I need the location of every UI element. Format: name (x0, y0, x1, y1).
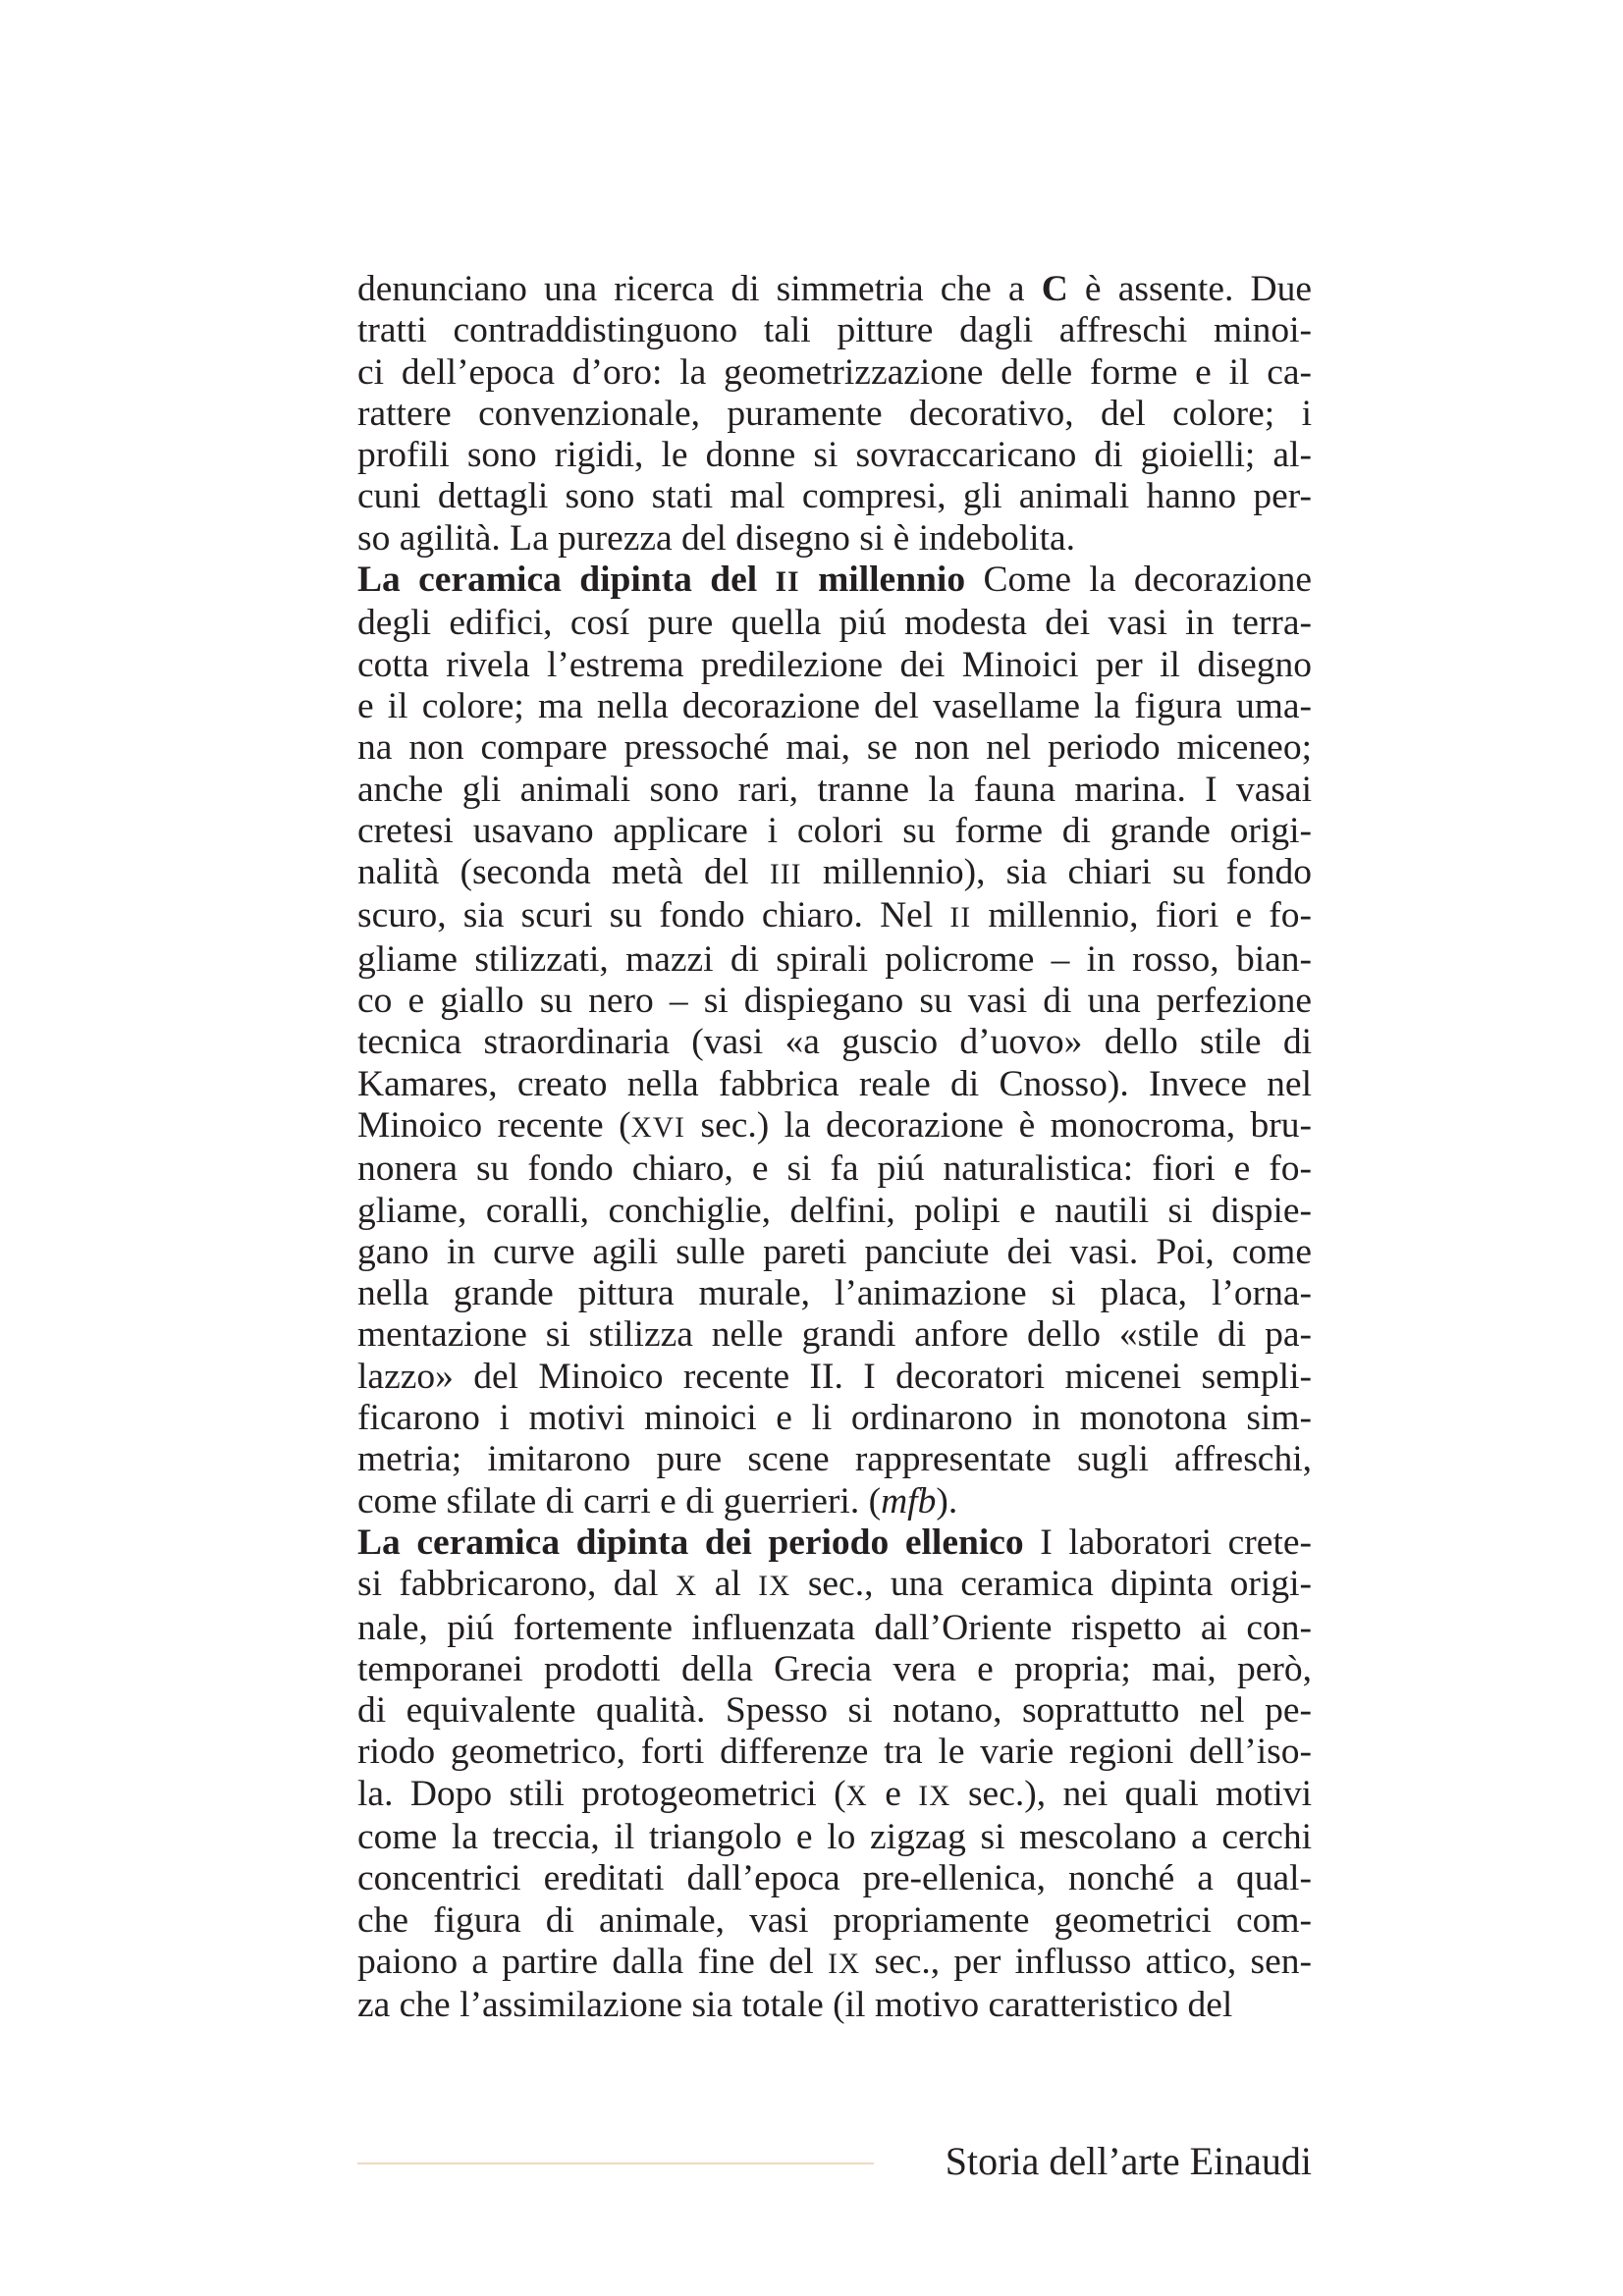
small-caps-numeral: X (676, 1571, 698, 1603)
text-line: ci dell’epoca d’oro: la geometrizzazione delle forme e il ca- (357, 351, 1312, 393)
text-line: come la treccia, il triangolo e lo zigzag si mescolano a cerchi (357, 1816, 1312, 1857)
text-line: La ceramica dipinta dei periodo ellenico I laboratori crete- (357, 1522, 1312, 1563)
paragraph-ceramica-ii-millennio (357, 560, 1312, 1522)
text-line: denunciano una ricerca di simmetria che a C è assente. Due (357, 269, 1312, 309)
text-line: riodo geometrico, forti differenze tra le varie regioni dell’iso- (357, 1732, 1312, 1773)
small-caps-numeral: II (775, 566, 800, 599)
text-line: co e giallo su nero – si dispiegano su vasi di una perfezione (357, 981, 1312, 1022)
text-line: mentazione si stilizza nelle grandi anfore dello «stile di pa- (357, 1314, 1312, 1356)
text-line: nonera su fondo chiaro, e si fa piú naturalistica: fiori e fo- (357, 1148, 1312, 1190)
text-line: cotta rivela l’estrema predilezione dei Minoici per il disegno (357, 644, 1312, 685)
paragraph (357, 269, 1312, 560)
text-line: nella grande pittura murale, l’animazione si placa, l’orna- (357, 1273, 1312, 1314)
text-line: Minoico recente (XVI sec.) la decorazione è monocroma, bru- (357, 1104, 1313, 1146)
text-line: di equivalente qualità. Spesso si notano, soprattutto nel pe- (357, 1690, 1312, 1732)
text-line: tecnica straordinaria (vasi «a guscio d’uovo» dello stile di (357, 1022, 1312, 1063)
text-line: concentrici ereditati dall’epoca pre-ellenica, nonché a qual- (357, 1858, 1312, 1899)
text-line: anche gli animali sono rari, tranne la fauna marina. I vasai (357, 769, 1312, 810)
small-caps-numeral: X (845, 1780, 868, 1812)
text-line: so agilità. La purezza del disegno si è indebolita. (357, 517, 1076, 559)
text-line: ficarono i motivi minoici e li ordinarono in monotona sim- (357, 1398, 1312, 1439)
small-caps-numeral: IX (758, 1571, 791, 1603)
text-line: come sfilate di carri e di guerrieri. (mfb). (357, 1480, 958, 1522)
text-line: na non compare pressoché mai, se non nel periodo miceneo; (357, 727, 1312, 769)
small-caps-numeral: XVI (630, 1111, 686, 1144)
paragraph-ceramica-periodo-ellenico (357, 1522, 1312, 2027)
text-line: gano in curve agili sulle pareti panciute dei vasi. Poi, come (357, 1231, 1312, 1272)
small-caps-numeral: III (769, 859, 802, 891)
footer-title: Storia dell’arte Einaudi (945, 2139, 1312, 2183)
text-line: rattere convenzionale, puramente decorativo, del colore; i (357, 393, 1312, 434)
text-line: nalità (seconda metà del III millennio), sia chiari su fondo (357, 852, 1313, 893)
text-line: gliame stilizzati, mazzi di spirali policrome – in rosso, bian- (357, 938, 1312, 980)
text-line: temporanei prodotti della Grecia vera e propria; mai, però, (357, 1648, 1312, 1689)
text-line: degli edifici, cosí pure quella piú modesta dei vasi in terra- (357, 603, 1312, 644)
text-line: la. Dopo stili protogeometrici (X e IX sec.), nei quali motivi (357, 1773, 1312, 1814)
text-line: lazzo» del Minoico recente II. I decoratori micenei sempli- (357, 1356, 1312, 1397)
text-line: e il colore; ma nella decorazione del vasellame la figura uma- (357, 685, 1312, 726)
small-caps-numeral: IX (918, 1780, 951, 1812)
text-line: che figura di animale, vasi propriamente geometrici com- (357, 1899, 1312, 1941)
text-line: za che l’assimilazione sia totale (il motivo caratteristico del (357, 1985, 1233, 2026)
text-line: profili sono rigidi, le donne si sovraccaricano di gioielli; al- (357, 435, 1312, 476)
body-text (357, 269, 1312, 2026)
text-line: tratti contraddistinguono tali pitture dagli affreschi minoi- (357, 310, 1312, 351)
text-line: cuni dettagli sono stati mal compresi, gli animali hanno per- (357, 476, 1312, 517)
text-line: Kamares, creato nella fabbrica reale di Cnosso). Invece nel (357, 1063, 1312, 1104)
small-caps-numeral: II (949, 902, 972, 934)
text-line: cretesi usavano applicare i colori su forme di grande origi- (357, 810, 1312, 851)
text-line: gliame, coralli, conchiglie, delfini, polipi e nautili si dispie- (357, 1190, 1312, 1231)
footer-rule (357, 2163, 874, 2164)
text-line: metria; imitarono pure scene rappresentate sugli affreschi, (357, 1439, 1312, 1480)
text-line: paiono a partire dalla fine del IX sec., per influsso attico, sen- (357, 1941, 1312, 1982)
text-line: nale, piú fortemente influenzata dall’Oriente rispetto ai con- (357, 1607, 1312, 1648)
small-caps-numeral: IX (828, 1948, 861, 1980)
text-line: La ceramica dipinta del II millennio Come la decorazione (357, 560, 1312, 601)
text-line: scuro, sia scuri su fondo chiaro. Nel II millennio, fiori e fo- (357, 895, 1312, 936)
text-line: si fabbricarono, dal X al IX sec., una ceramica dipinta origi- (357, 1564, 1312, 1605)
